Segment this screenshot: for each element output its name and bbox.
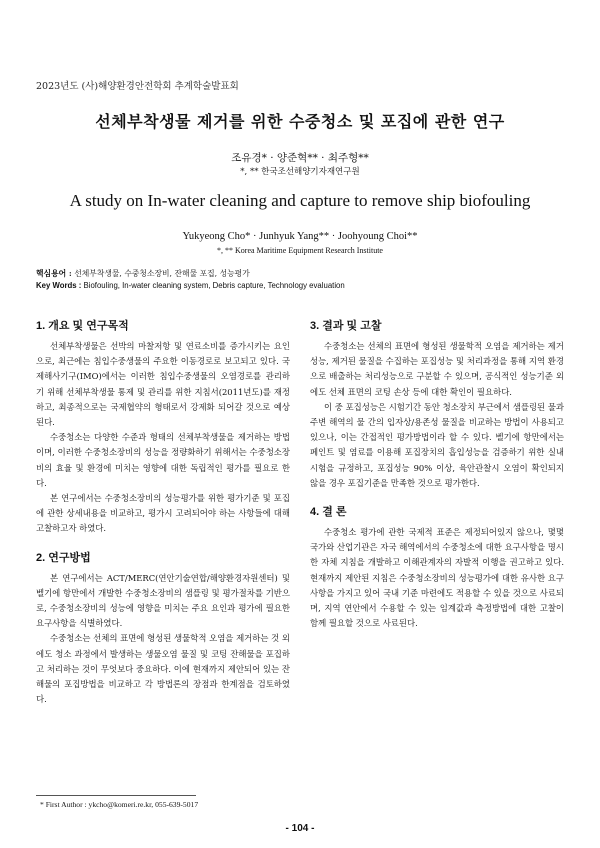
paper-title-korean: 선체부착생물 제거를 위한 수중청소 및 포집에 관한 연구 xyxy=(95,112,505,131)
right-column xyxy=(310,319,564,631)
keywords-korean-text: 선체부착생물, 수중청소장비, 잔해물 포집, 성능평가 xyxy=(74,269,250,278)
intro-paragraph-3: 본 연구에서는 수중청소장비의 성능평가를 위한 평가기준 및 포집에 관한 상세내용을 비교하고, 평가시 고려되어야 하는 사항들에 대해 고찰하고자 하였다. xyxy=(36,493,290,534)
section-heading-results: 3. 결과 및 고찰 xyxy=(310,320,382,332)
keywords-korean-label: 핵심용어 : xyxy=(36,269,72,278)
keywords-english-label: Key Words : xyxy=(36,281,82,290)
footnote-divider xyxy=(36,795,196,796)
paper-title-english: A study on In-water cleaning and capture to remove ship biofouling xyxy=(69,191,531,210)
method-paragraph-2: 수중청소는 선체의 표면에 형성된 생물학적 오염을 제거하는 것 외에도 청소 과정에서 발생하는 생물오염 물질 및 코팅 잔해물을 포집하고 처리하는 것이 무엇보다 중요하다. 이에 현재까지 제안되어 있는 잔해물의 포집방법을 비교하고 각 방법론의 장점과 한계점을 검토하였다. xyxy=(36,633,290,705)
intro-paragraph-2: 수중청소는 다양한 수준과 형태의 선체부착생물을 제거하는 방법이며, 이러한 수중청소장비의 성능을 정량화하기 위해서는 수중청소장비의 효율 및 환경에 미치는 영향에 대한 독립적인 평가를 필요로 한다. xyxy=(36,432,290,488)
footnote: * First Author : ykcho@komeri.re.kr, 055-639-5017 xyxy=(40,800,199,809)
affiliation-korean: *, ** 한국조선해양기자재연구원 xyxy=(240,167,360,177)
left-column xyxy=(36,319,290,707)
method-paragraph-1: 본 연구에서는 ACT/MERC(연안기술연합/해양환경자원센터) 및 벨기에 항만에서 개발한 수중청소장비의 샘플링 및 평가절차를 기반으로, 수중청소장비의 성능에 영향을 미치는 주요 요인과 평가에 필요한 요구사항을 식별하였다. xyxy=(36,572,290,629)
keywords-korean xyxy=(36,268,250,279)
section-heading-method: 2. 연구방법 xyxy=(36,551,91,564)
conference-header: 2023년도 (사)해양환경안전학회 추계학술발표회 xyxy=(36,81,239,92)
section-heading-intro: 1. 개요 및 연구목적 xyxy=(36,320,129,332)
intro-paragraph-1: 선체부착생물은 선박의 마찰저항 및 연료소비를 증가시키는 요인으로, 최근에는 침입수중생물의 주요한 이동경로로 보고되고 있다. 국제해사기구(IMO)에서는 이러한 침입수중생물의 오염경로를 관리하기 위해 선체부착생물 통제 및 관리를 위한 지침서(2011년도)를 재정하고, 최종적으로는 국제협약의 형태로서 강제화 되어갈 것으로 예상된다. xyxy=(36,341,290,428)
conclusion-paragraph-1: 수중청소 평가에 관한 국제적 표준은 제정되어있지 않으나, 몇몇 국가와 산업기관은 자국 해역에서의 수중청소에 대한 요구사항을 명시한 자체 지침을 개발하고 이해관계자의 자발적 이행을 권고하고 있다. 현재까지 제안된 지침은 수중청소장비의 성능평가에 대한 유사한 요구사항을 가지고 있어 국내 기준 마련에도 적용할 수 있을 것으로 사료되며, 지역 연안에서 수용할 수 있는 임계값과 측정방법에 대한 고찰이 함께 필요할 것으로 사료된다. xyxy=(310,527,564,629)
section-heading-conclusion: 4. 결 론 xyxy=(310,506,347,519)
results-paragraph-2: 이 중 포집성능은 시험기간 동안 청소장치 부근에서 샘플링된 물과 주변 해역의 물 간의 입자상/용존성 물질을 비교하는 방법이 사용되고 있으나, 이는 간접적인 평가방법이라 할 수 있다. 벨기에 항만에서는 페인트 및 염료를 이용해 포집장치의 흡입성능을 검증하기 위한 실내시험을 규정하고, 포집성능 90% 이상, 육안관찰시 오염이 확인되지 않을 경우 포집기준을 만족한 것으로 평가한다. xyxy=(310,401,564,488)
keywords-english-text: Biofouling, In-water cleaning system, Debris capture, Technology evaluation xyxy=(83,281,345,290)
authors-korean: 조유경* · 양준혁** · 최주형** xyxy=(231,152,369,164)
affiliation-english: *, ** Korea Maritime Equipment Research Institute xyxy=(217,246,383,255)
keywords-english xyxy=(36,281,345,290)
results-paragraph-1: 수중청소는 선체의 표면에 형성된 생물학적 오염을 제거하는 제거성능, 제거된 물질을 수집하는 포집성능 및 처리과정을 통해 지역 환경으로 배출하는 처리성능으로 구분할 수 있으며, 공식적인 성능기준 외에도 선체 표면의 코팅 손상 등에 대한 확인이 필요하다. xyxy=(310,341,564,397)
authors-english: Yukyeong Cho* · Junhyuk Yang** · Joohyoung Choi** xyxy=(182,231,418,242)
page-number: - 104 - xyxy=(285,823,315,834)
